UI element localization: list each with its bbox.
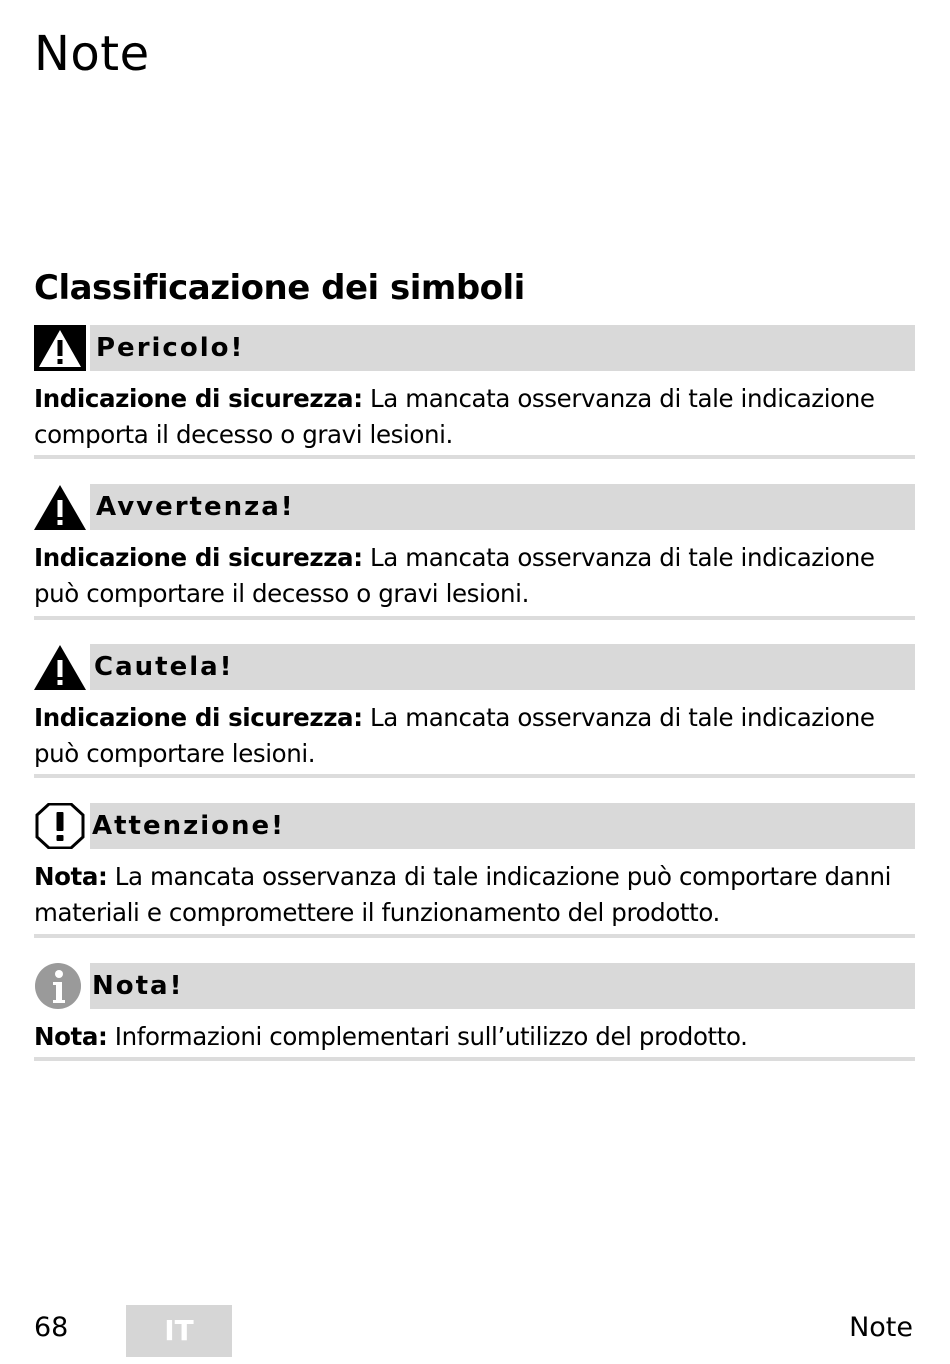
description-text: La mancata osservanza di tale indicazione può comportare il decesso o gravi lesioni.: [34, 543, 875, 608]
attention-exclamation-icon: [34, 803, 86, 849]
symbol-description: [34, 1019, 915, 1055]
divider: [34, 455, 915, 459]
divider: [34, 934, 915, 938]
divider: [34, 774, 915, 778]
symbol-description: [34, 381, 915, 453]
page-number: 68: [34, 1312, 69, 1343]
symbol-description: [34, 700, 915, 772]
language-tab: IT: [126, 1305, 232, 1357]
description-label: Indicazione di sicurezza:: [34, 384, 363, 413]
symbol-title: Pericolo!: [96, 333, 245, 363]
description-label: Indicazione di sicurezza:: [34, 703, 363, 732]
description-text: La mancata osservanza di tale indicazione comporta il decesso o gravi lesioni.: [34, 384, 875, 449]
description-text: La mancata osservanza di tale indicazione può comportare danni materiali e compromettere il funzionamento del prodotto.: [34, 862, 891, 927]
danger-warning-icon: [34, 325, 86, 371]
caution-triangle-icon: [34, 644, 86, 690]
symbol-description: [34, 540, 915, 612]
description-text: La mancata osservanza di tale indicazione può comportare lesioni.: [34, 703, 875, 768]
divider: [34, 1057, 915, 1061]
description-label: Nota:: [34, 862, 108, 891]
warning-triangle-icon: [34, 484, 86, 530]
description-label: Indicazione di sicurezza:: [34, 543, 363, 572]
symbol-title: Cautela!: [94, 652, 234, 682]
symbol-description: [34, 859, 915, 931]
symbol-title: Nota!: [92, 971, 184, 1001]
symbol-title: Attenzione!: [92, 811, 286, 841]
info-icon: [34, 963, 86, 1009]
description-text: Informazioni complementari sull’utilizzo del prodotto.: [107, 1022, 748, 1051]
description-label: Nota:: [34, 1022, 108, 1051]
footer-section-title: Note: [849, 1312, 913, 1343]
section-heading: Classificazione dei simboli: [34, 268, 525, 308]
symbol-title: Avvertenza!: [96, 492, 295, 522]
title-bar: [90, 963, 915, 1009]
page-title: Note: [34, 26, 150, 82]
divider: [34, 616, 915, 620]
